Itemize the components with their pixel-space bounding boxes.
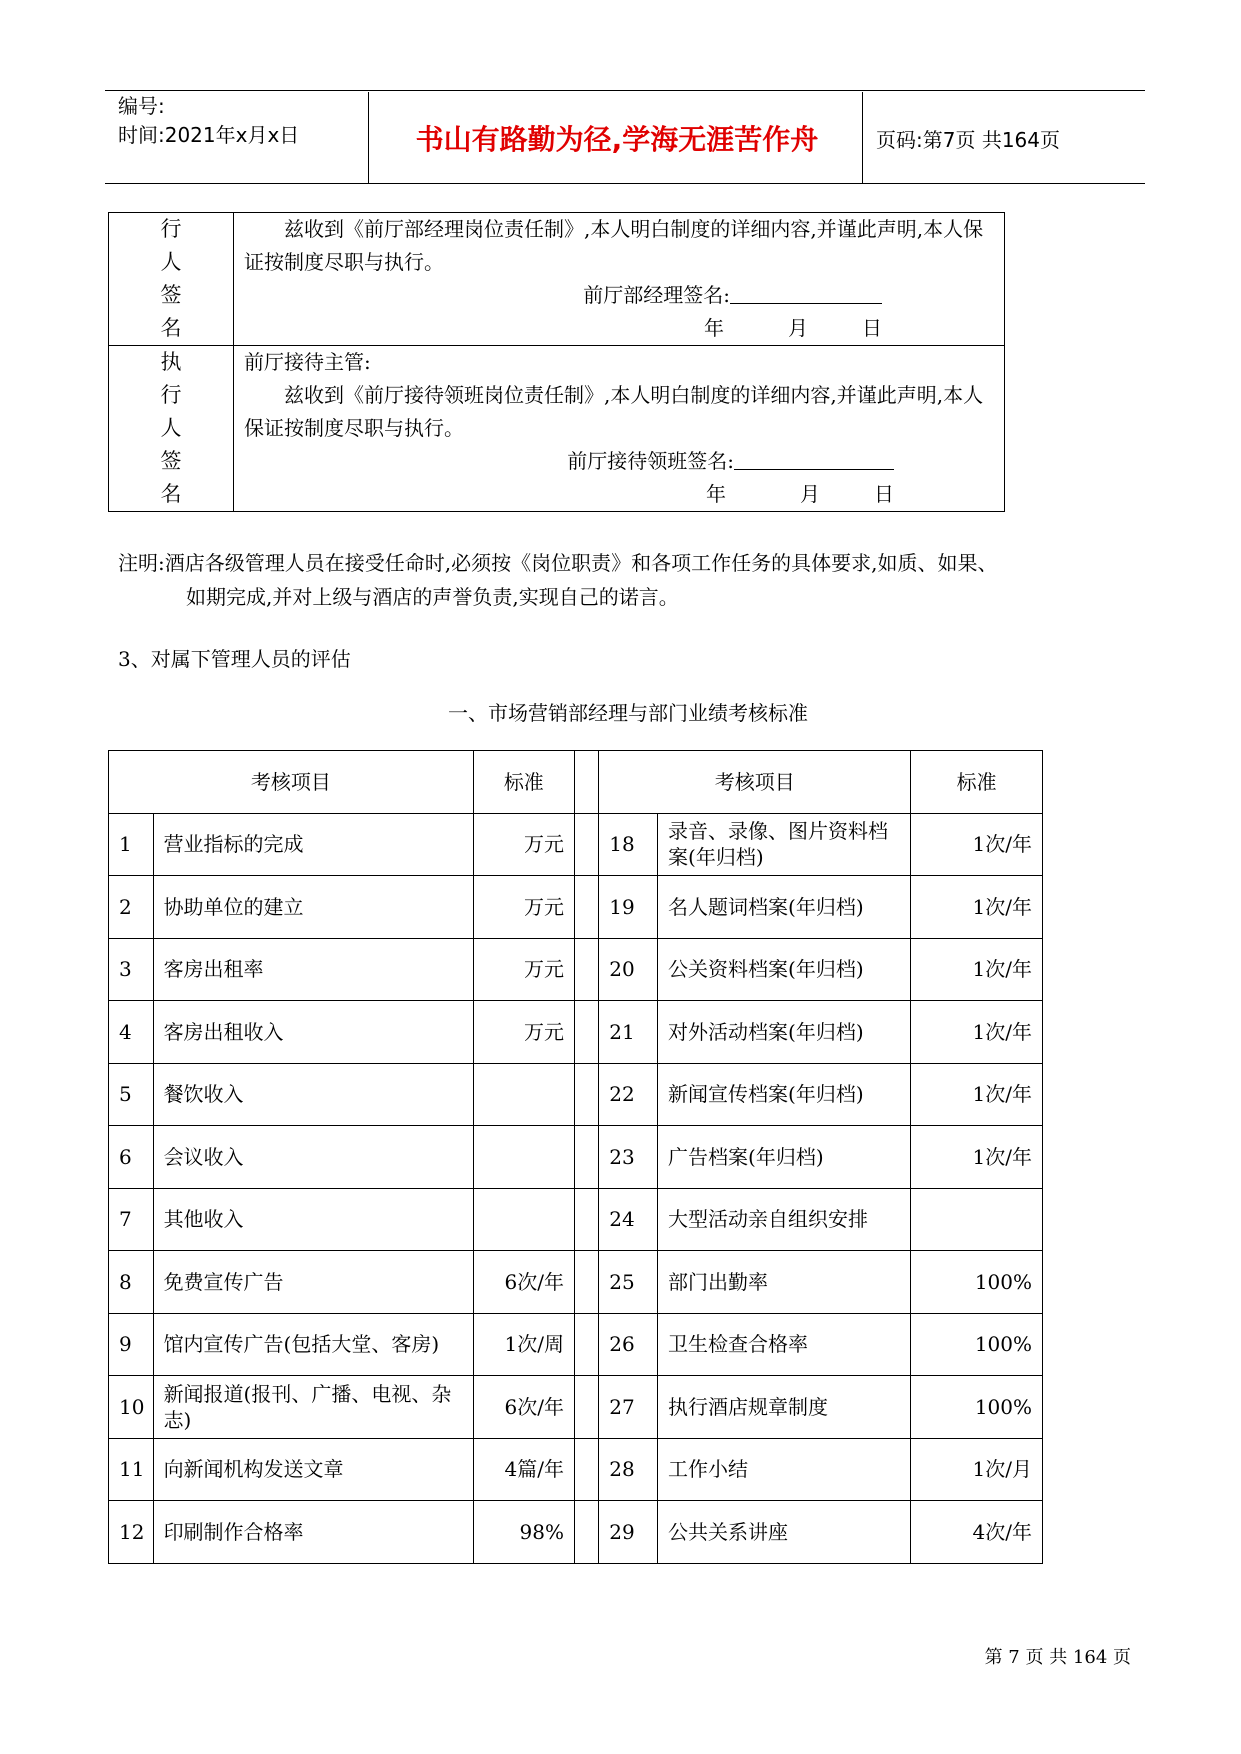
row-number-left: 10: [109, 1376, 154, 1439]
signature-statement: 兹收到《前厅部经理岗位责任制》,本人明白制度的详细内容,并谨此声明,本人保证按制度尽职与执行。: [244, 217, 984, 274]
table-row: [109, 1126, 1043, 1189]
row-number-right: 24: [599, 1188, 658, 1251]
row-standard-left: 98%: [473, 1501, 574, 1564]
row-standard-right: [911, 1188, 1043, 1251]
row-item-left: 免费宣传广告: [153, 1251, 473, 1314]
signature-date: 年 月 日: [704, 316, 882, 340]
signature-row-label: 行 人 签 名: [109, 213, 234, 346]
signature-row-manager: [109, 213, 1005, 346]
signature-line: [244, 445, 994, 478]
assessment-table: [108, 750, 1043, 1564]
row-item-right: 新闻宣传档案(年归档): [658, 1063, 911, 1126]
table-row: [109, 876, 1043, 939]
row-standard-right: 1次/年: [911, 1126, 1043, 1189]
header-divider-left: [368, 92, 369, 184]
column-gap: [574, 751, 598, 814]
column-gap: [574, 1438, 598, 1501]
row-item-right: 卫生检查合格率: [658, 1313, 911, 1376]
table-row: [109, 938, 1043, 1001]
header-standard-left: 标准: [473, 751, 574, 814]
row-number-right: 28: [599, 1438, 658, 1501]
signature-row-content: [234, 213, 1005, 346]
column-gap: [574, 938, 598, 1001]
row-item-left: 新闻报道(报刊、广播、电视、杂志): [153, 1376, 473, 1439]
row-item-left: 馆内宣传广告(包括大堂、客房): [153, 1313, 473, 1376]
row-standard-left: 6次/年: [473, 1376, 574, 1439]
row-standard-right: 100%: [911, 1251, 1043, 1314]
signature-table: [108, 212, 1005, 512]
column-gap: [574, 1313, 598, 1376]
row-number-left: 4: [109, 1001, 154, 1064]
row-item-left: 客房出租收入: [153, 1001, 473, 1064]
row-number-right: 23: [599, 1126, 658, 1189]
row-standard-right: 1次/年: [911, 813, 1043, 876]
signature-blank[interactable]: [734, 447, 894, 470]
signature-title: 前厅接待主管:: [244, 350, 371, 374]
row-item-right: 执行酒店规章制度: [658, 1376, 911, 1439]
row-standard-left: 6次/年: [473, 1251, 574, 1314]
header-page-label: 页码:第7页 共164页: [876, 127, 1060, 152]
row-number-right: 20: [599, 938, 658, 1001]
signature-blank[interactable]: [730, 281, 882, 304]
header-item-left: 考核项目: [109, 751, 474, 814]
section-title: 3、对属下管理人员的评估: [118, 647, 351, 671]
row-standard-left: 万元: [473, 1001, 574, 1064]
row-standard-left: 万元: [473, 938, 574, 1001]
row-standard-left: [473, 1188, 574, 1251]
table-row: [109, 1001, 1043, 1064]
row-item-right: 大型活动亲自组织安排: [658, 1188, 911, 1251]
signature-date: 年 月 日: [706, 482, 894, 506]
table-row: [109, 1313, 1043, 1376]
row-item-left: 客房出租率: [153, 938, 473, 1001]
header-item-right: 考核项目: [599, 751, 911, 814]
column-gap: [574, 1376, 598, 1439]
signature-statement: 兹收到《前厅接待领班岗位责任制》,本人明白制度的详细内容,并谨此声明,本人保证按制度尽职与执行。: [244, 383, 984, 440]
signature-label: 前厅部经理签名:: [583, 283, 730, 307]
row-number-right: 22: [599, 1063, 658, 1126]
row-standard-right: 1次/年: [911, 1001, 1043, 1064]
row-number-right: 19: [599, 876, 658, 939]
column-gap: [574, 876, 598, 939]
row-number-left: 8: [109, 1251, 154, 1314]
note-line-1: 注明:酒店各级管理人员在接受任命时,必须按《岗位职责》和各项工作任务的具体要求,如质、如果、: [118, 551, 998, 575]
table-row: [109, 1251, 1043, 1314]
row-number-left: 3: [109, 938, 154, 1001]
column-gap: [574, 1126, 598, 1189]
column-gap: [574, 1251, 598, 1314]
table-row: [109, 1438, 1043, 1501]
row-number-right: 18: [599, 813, 658, 876]
row-number-right: 25: [599, 1251, 658, 1314]
table-row: [109, 1376, 1043, 1439]
row-number-right: 27: [599, 1376, 658, 1439]
document-time-label: 时间:2021年x月x日: [118, 123, 300, 147]
row-item-right: 名人题词档案(年归档): [658, 876, 911, 939]
column-gap: [574, 1188, 598, 1251]
row-item-left: 协助单位的建立: [153, 876, 473, 939]
table-row: [109, 1063, 1043, 1126]
document-number-label: 编号:: [118, 94, 165, 118]
row-number-right: 26: [599, 1313, 658, 1376]
table-row: [109, 813, 1043, 876]
row-number-left: 9: [109, 1313, 154, 1376]
row-standard-left: [473, 1063, 574, 1126]
row-number-right: 21: [599, 1001, 658, 1064]
table-title: 一、市场营销部经理与部门业绩考核标准: [448, 701, 808, 725]
note-paragraph: [118, 546, 1158, 614]
row-standard-left: 万元: [473, 876, 574, 939]
row-standard-left: 1次/周: [473, 1313, 574, 1376]
header-top-rule: [105, 90, 1145, 91]
row-standard-left: [473, 1126, 574, 1189]
row-standard-left: 万元: [473, 813, 574, 876]
row-standard-right: 100%: [911, 1313, 1043, 1376]
row-number-left: 11: [109, 1438, 154, 1501]
row-item-right: 对外活动档案(年归档): [658, 1001, 911, 1064]
signature-row-supervisor: [109, 346, 1005, 512]
row-item-left: 向新闻机构发送文章: [153, 1438, 473, 1501]
row-item-left: 印刷制作合格率: [153, 1501, 473, 1564]
row-item-right: 录音、录像、图片资料档案(年归档): [658, 813, 911, 876]
header-left-block: [118, 92, 368, 150]
column-gap: [574, 1501, 598, 1564]
row-item-right: 工作小结: [658, 1438, 911, 1501]
row-item-left: 其他收入: [153, 1188, 473, 1251]
signature-line: [244, 279, 994, 312]
column-gap: [574, 1063, 598, 1126]
note-line-2: 如期完成,并对上级与酒店的声誉负责,实现自己的诺言。: [186, 585, 679, 609]
row-item-right: 广告档案(年归档): [658, 1126, 911, 1189]
row-standard-right: 1次/年: [911, 938, 1043, 1001]
signature-label: 前厅接待领班签名:: [567, 449, 734, 473]
row-standard-right: 1次/年: [911, 876, 1043, 939]
row-item-left: 营业指标的完成: [153, 813, 473, 876]
row-standard-left: 4篇/年: [473, 1438, 574, 1501]
row-standard-right: 4次/年: [911, 1501, 1043, 1564]
row-standard-right: 100%: [911, 1376, 1043, 1439]
row-item-right: 公关资料档案(年归档): [658, 938, 911, 1001]
row-standard-right: 1次/年: [911, 1063, 1043, 1126]
row-number-right: 29: [599, 1501, 658, 1564]
row-number-left: 5: [109, 1063, 154, 1126]
header-divider-right: [862, 92, 863, 184]
table-row: [109, 1188, 1043, 1251]
row-item-left: 餐饮收入: [153, 1063, 473, 1126]
row-number-left: 2: [109, 876, 154, 939]
row-number-left: 1: [109, 813, 154, 876]
table-row: [109, 1501, 1043, 1564]
header-standard-right: 标准: [911, 751, 1043, 814]
signature-row-content: [234, 346, 1005, 512]
row-number-left: 7: [109, 1188, 154, 1251]
row-item-right: 部门出勤率: [658, 1251, 911, 1314]
column-gap: [574, 813, 598, 876]
row-standard-right: 1次/月: [911, 1438, 1043, 1501]
row-item-left: 会议收入: [153, 1126, 473, 1189]
table-header-row: [109, 751, 1043, 814]
signature-row-label: 执 行 人 签 名: [109, 346, 234, 512]
row-number-left: 6: [109, 1126, 154, 1189]
page-footer: 第 7 页 共 164 页: [984, 1647, 1131, 1668]
header-motto: 书山有路勤为径,学海无涯苦作舟: [415, 123, 819, 156]
row-item-right: 公共关系讲座: [658, 1501, 911, 1564]
column-gap: [574, 1001, 598, 1064]
row-number-left: 12: [109, 1501, 154, 1564]
